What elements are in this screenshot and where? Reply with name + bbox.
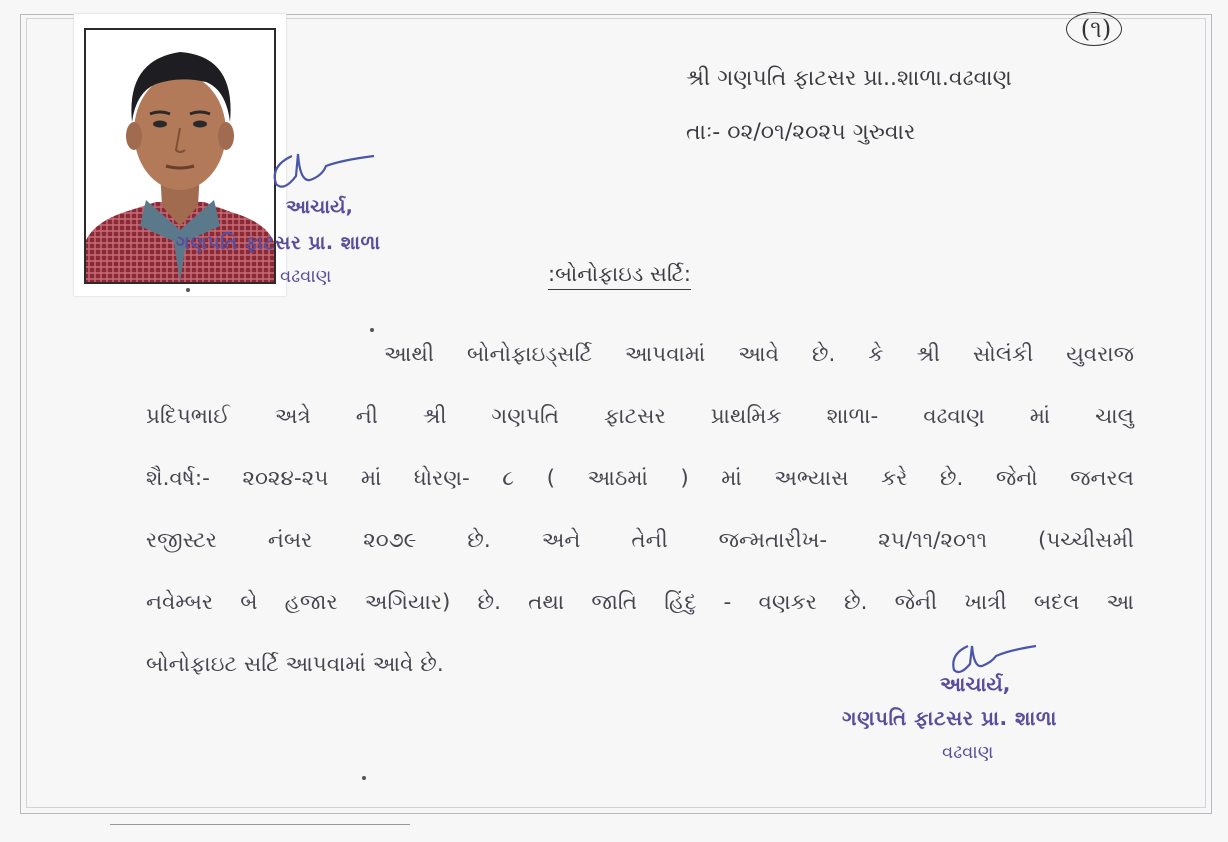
word: શ્રી	[916, 342, 941, 367]
word: બોનોફાઇટ સર્ટિ આપવામાં આવે છે.	[146, 652, 444, 677]
word: શાળા-	[826, 404, 879, 429]
word: શ્રી	[422, 404, 447, 429]
word: છે.	[844, 590, 868, 615]
body-line-4	[146, 528, 1134, 553]
page-number: (૧)	[1080, 15, 1112, 43]
word: અત્રે	[274, 404, 311, 429]
stamp-bottom-role: આચાર્ય,	[940, 672, 1011, 696]
word: સોલંકી	[972, 342, 1034, 367]
word: નંબર	[267, 528, 313, 553]
word: છે.	[467, 528, 491, 553]
word: )	[680, 466, 689, 491]
scan-speck	[186, 288, 190, 292]
word: જાતિ	[591, 590, 638, 615]
word: હિંદુ	[664, 590, 697, 615]
word: હજાર	[284, 590, 338, 615]
word: ની	[355, 404, 378, 429]
word: છે.	[939, 466, 964, 491]
scan-speck	[370, 328, 374, 332]
word: ૨૫/૧૧/૨૦૧૧	[878, 528, 988, 553]
word: ચાલુ	[1095, 404, 1134, 429]
word: -	[723, 590, 732, 615]
stamp-bottom-place: વઢવાણ	[942, 742, 994, 763]
certificate-title: :બોનોફાઇડ સર્ટિ:	[548, 262, 691, 290]
word: માં	[721, 466, 742, 491]
school-name-header: શ્રી ગણપતિ ફાટસર પ્રા..શાળા.વઢવાણ	[686, 66, 1012, 91]
word: જનરલ	[1070, 466, 1134, 491]
word: માં	[1029, 404, 1051, 429]
word: આવે	[738, 342, 779, 367]
word: ધોરણ-	[413, 466, 470, 491]
body-line-1	[384, 342, 1134, 367]
word: કરે	[881, 466, 908, 491]
stamp-top-role: આચાર્ય,	[286, 196, 353, 218]
word: ૮	[502, 466, 515, 491]
word: (	[546, 466, 556, 491]
body-line-2	[146, 404, 1134, 429]
word: રજીસ્ટર	[146, 528, 217, 553]
word: છે.	[811, 342, 836, 367]
word: વઢવાણ	[923, 404, 985, 429]
stamp-top-school: ગણપતિ ફાટસર પ્રા. શાળા	[176, 232, 381, 254]
word: બે	[240, 590, 258, 615]
word: આઠમાં	[587, 466, 648, 491]
word: પ્રદિપભાઈ	[146, 404, 230, 429]
word: જેનો	[995, 466, 1038, 491]
word: બદલ	[1033, 590, 1080, 615]
word: આથી	[384, 342, 434, 367]
word: અને	[541, 528, 581, 553]
word: ૨૦૭૯	[363, 528, 417, 553]
body-line-3	[146, 466, 1134, 491]
word: ખાત્રી	[964, 590, 1007, 615]
word: (પચ્ચીસમી	[1037, 528, 1134, 553]
word: વણકર	[758, 590, 817, 615]
stamp-top-place: વઢવાણ	[280, 266, 332, 287]
word: જન્મતારીખ-	[718, 528, 828, 553]
certificate-date: તાઃ- ૦૨/૦૧/૨૦૨૫ ગુરુવાર	[686, 120, 916, 145]
word: પ્રાથમિક	[710, 404, 782, 429]
word: માં	[360, 466, 382, 491]
word: જેની	[894, 590, 938, 615]
word: તથા	[528, 590, 565, 615]
word: શૈ.વર્ષ:-	[146, 466, 210, 491]
word: છે.	[477, 590, 502, 615]
word: યુવરાજ	[1066, 342, 1134, 367]
word: અભ્યાસ	[774, 466, 849, 491]
word: અગિયાર)	[364, 590, 451, 615]
word: આ	[1106, 590, 1134, 615]
word: કે	[868, 342, 884, 367]
stamp-bottom-school: ગણપતિ ફાટસર પ્રા. શાળા	[842, 706, 1057, 730]
scan-speck	[362, 776, 366, 780]
word: તેની	[631, 528, 668, 553]
body-line-5	[146, 590, 1134, 615]
word: નવેમ્બર	[146, 590, 214, 615]
word: બોનોફાઇડ્સર્ટિ	[466, 342, 592, 367]
bottom-edge-mark	[110, 824, 410, 839]
word: ફાટસર	[604, 404, 666, 429]
word: ગણપતિ	[491, 404, 560, 429]
word: આપવામાં	[624, 342, 706, 367]
word: ૨૦૨૪-૨૫	[242, 466, 329, 491]
signature-top	[262, 136, 382, 196]
